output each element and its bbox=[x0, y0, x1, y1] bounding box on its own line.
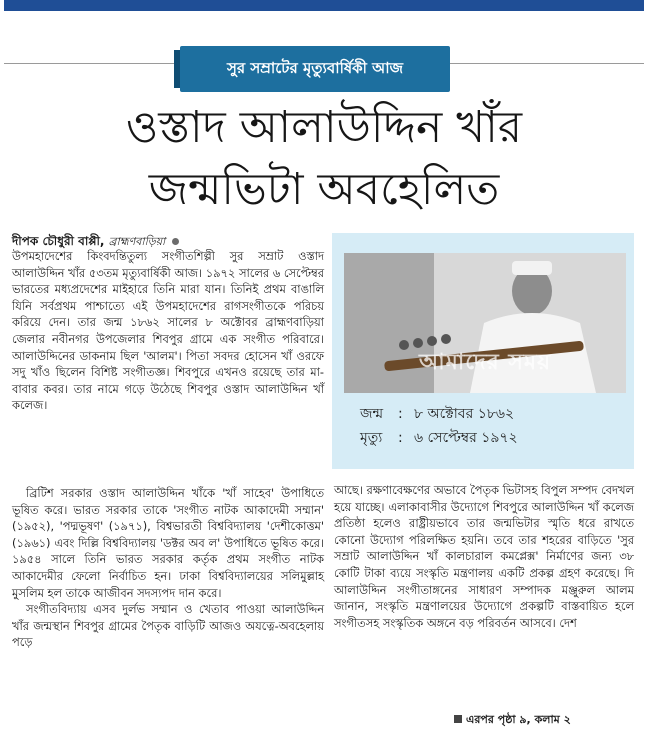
death-value: ৬ সেপ্টেম্বর ১৯৭২ bbox=[414, 430, 518, 446]
article-column-2 bbox=[334, 482, 634, 631]
photo-watermark: আমাদের সময় bbox=[418, 350, 552, 375]
paragraph-2: ব্রিটিশ সরকার ওস্তাদ আলাউদ্দিন খাঁকে 'খাঁ সাহেব' উপাধিতে ভূষিত করে। ভারত সরকার তাকে 'সংগীত নাটক আকাদেমী সম্মান' (১৯৫২), 'পদ্মভূষণ' (১৯৭১), বিশ্বভারতী বিশ্ববিদ্যালয় 'দেশীকোত্তম' (১৯৬১) এবং দিল্লি বিশ্ববিদ্যালয় 'ডক্টর অব ল' উপাধিতে ভূষিত করে। ১৯৫৪ সালে তিনি ভারত সরকার কর্তৃক প্রথম সংগীত নাটক আকাদেমীর ফেলো নির্বাচিত হন। ঢাকা বিশ্ববিদ্যালয়ের সলিমুল্লাহ মুসলিম হল তাকে আজীবন সদস্যপদ দান করে। bbox=[12, 486, 324, 600]
portrait-photo bbox=[344, 253, 626, 393]
life-dates bbox=[360, 402, 518, 450]
continued-note bbox=[454, 711, 571, 730]
continued-text: এরপর পৃষ্ঠা ৯, কলাম ২ bbox=[466, 713, 571, 726]
bullet-icon bbox=[172, 238, 179, 245]
headline-line-1: ওস্তাদ আলাউদ্দিন খাঁর bbox=[125, 102, 523, 153]
death-row: মৃত্যু : ৬ সেপ্টেম্বর ১৯৭২ bbox=[360, 426, 518, 450]
paragraph-4: আছে। রক্ষণাবেক্ষণের অভাবে পৈতৃক ভিটাসহ বিপুল সম্পদ বেদখল হয়ে যাচ্ছে। এলাকাবাসীর উদ্যোগে শিবপুরে আলাউদ্দিন খাঁ কলেজ প্রতিষ্ঠা হলেও রাষ্ট্রীয়ভাবে তার জন্মভিটার স্মৃতি ধরে রাখতে কোনো উদ্যোগ পরিলক্ষিত হয়নি। তবে তার শহরের বাড়িতে 'সুর সম্রাট আলাউদ্দিন খাঁ কালচারাল কমপ্লেক্স' নির্মাণের জন্য ৩৮ কোটি টাকা ব্যয়ে সংস্কৃতি মন্ত্রণালয় একটি প্রকল্প গ্রহণ করেছে। দি আলাউদ্দিন সংগীতাঙ্গনের সাধারণ সম্পাদক মঞ্জুরুল আলম জানান, সংস্কৃতি মন্ত্রণালয়ের উদ্যোগে প্রকল্পটি বাস্তবায়িত হলে সংগীতসহ সংস্কৃতিক অঙ্গনে বড় পরিবর্তন আসবে। দেশ bbox=[334, 483, 634, 630]
death-label: মৃত্যু bbox=[360, 430, 383, 446]
birth-row: জন্ম : ৮ অক্টোবর ১৮৬২ bbox=[360, 402, 518, 426]
headline-line-2: জন্মভিটা অবহেলিত bbox=[148, 164, 500, 215]
byline-author: দীপক চৌধুরী বাপ্পী, bbox=[12, 234, 105, 248]
paragraph-3: সংগীতবিদ্যায় এসব দুর্লভ সম্মান ও খেতাব পাওয়া আলাউদ্দিন খাঁর জন্মস্থান শিবপুর গ্রামের পৈতৃক বাড়িটি আজও অযত্নে-অবহেলায় পড়ে bbox=[12, 602, 324, 650]
birth-value: ৮ অক্টোবর ১৮৬২ bbox=[414, 406, 515, 422]
square-bullet-icon bbox=[454, 715, 462, 723]
article-column-1-lower bbox=[12, 485, 324, 651]
paragraph-1: উপমহাদেশের কিংবদন্তিতুল্য সংগীতশিল্পী সুর সম্রাট ওস্তাদ আলাউদ্দিন খাঁর ৫৩তম মৃত্যুবার্ষিকী আজ। ১৯৭২ সালের ৬ সেপ্টেম্বর ভারতের মধ্যপ্রদেশের মাইহারে তিনি মারা যান। তিনিই প্রথম বাঙালি যিনি সর্বপ্রথম পাশ্চাত্যে এই উপমহাদেশের রাগসংগীতকে পরিচয় করিয়ে দেন। তার জন্ম ১৮৬২ সালের ৮ অক্টোবর ব্রাহ্মণবাড়িয়া জেলার নবীনগর উপজেলার শিবপুর গ্রামে এক সংগীত পরিবারে। আলাউদ্দিনের ডাকনাম ছিল 'আলম'। পিতা সবদর হোসেন খাঁ ওরফে সদু খাঁও ছিলেন বিশিষ্ট সংগীতজ্ঞ। শিবপুরে এখনও রয়েছে তার মা-বাবার কবর। তার নামে গড়ে উঠেছে শিবপুর ওস্তাদ আলাউদ্দিন খাঁ কলেজ। bbox=[12, 249, 324, 413]
article-column-1 bbox=[12, 248, 324, 414]
kicker-label: সুর সম্রাটের মৃত্যুবার্ষিকী আজ bbox=[180, 46, 450, 92]
top-color-bar bbox=[4, 0, 644, 11]
byline-location: ব্রাহ্মণবাড়িয়া bbox=[108, 235, 166, 248]
birth-label: জন্ম bbox=[360, 406, 384, 422]
